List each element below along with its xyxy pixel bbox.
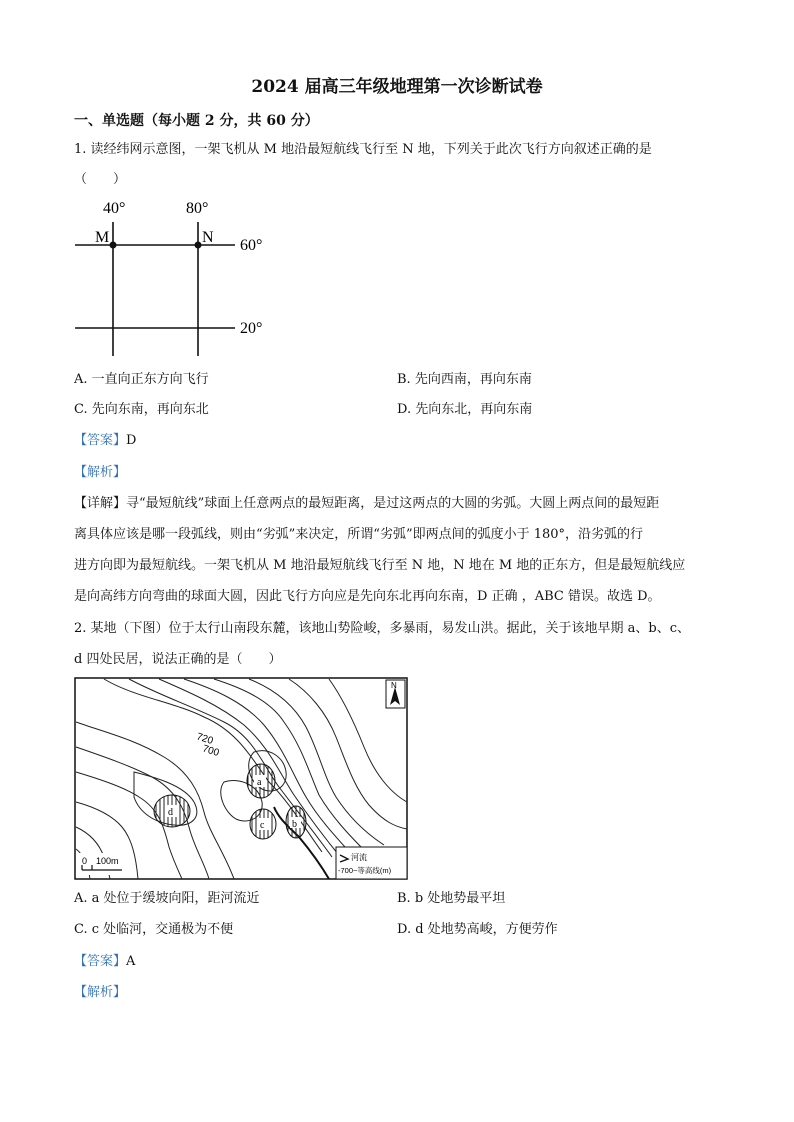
answer-value: A — [126, 954, 136, 969]
detail-label: 【详解】 — [74, 496, 127, 511]
q2-option-b: B. b 处地势最平坦 — [397, 891, 506, 906]
point-n-dot — [195, 242, 202, 249]
q2-stem-line-1: 2. 某地（下图）位于太行山南段东麓，该地山势险峻，多暴雨，易发山洪。据此，关于该地早期 a、b、c、 — [74, 621, 691, 636]
contour-label-720: 720 — [195, 731, 215, 748]
q1-paren: （ ） — [74, 172, 127, 187]
scale-zero-label: 0 — [82, 856, 88, 866]
q1-detail-line-4: 是向高纬方向弯曲的球面大圆，因此飞行方向应是先向东北再向东南，D 正确 ，ABC 错误。故选 D。 — [74, 589, 661, 604]
q2-answer — [74, 954, 135, 970]
site-a-label: a — [257, 777, 262, 788]
q1-detail-line-1 — [74, 496, 659, 512]
q1-option-d: D. 先向东北，再向东南 — [397, 402, 533, 417]
q1-detail-line-3: 进方向即为最短航线。一架飞机从 M 地沿最短航线飞行至 N 地，N 地在 M 地的正东方，但是最短航线应 — [74, 558, 686, 573]
contour-map-svg — [74, 677, 408, 880]
q2-analysis-label: 【解析】 — [74, 985, 127, 1000]
q2-contour-map — [74, 677, 408, 880]
site-d-label: d — [168, 807, 173, 818]
lon-label-left: 40° — [103, 200, 126, 217]
q2-option-d: D. d 处地势高峻，方便劳作 — [397, 922, 558, 937]
q1-option-c: C. 先向东南，再向东北 — [74, 402, 209, 417]
q1-stem: 1. 读经纬网示意图，一架飞机从 M 地沿最短航线飞行至 N 地，下列关于此次飞行方向叙述正确的是 — [74, 142, 652, 157]
q1-option-a: A. 一直向正东方向飞行 — [74, 372, 209, 387]
scale-distance-label: 100m — [96, 856, 119, 866]
north-label: N — [391, 681, 397, 690]
contour-label-700: 700 — [201, 743, 221, 760]
point-m-dot — [110, 242, 117, 249]
q2-option-a: A. a 处位于缓坡向阳，距河流近 — [74, 891, 260, 906]
answer-value: D — [126, 433, 137, 448]
q2-stem-line-2: d 四处民居，说法正确的是（ ） — [74, 652, 282, 667]
q1-detail-line-2: 离具体应该是哪一段弧线，则由“劣弧”来决定，所谓“劣弧”即两点间的弧度小于 180°，沿劣弧的行 — [74, 527, 644, 542]
lat-label-top: 60° — [240, 237, 263, 254]
q2-option-c: C. c 处临河，交通极为不便 — [74, 922, 234, 937]
lon-label-right: 80° — [186, 200, 209, 217]
site-b-label: b — [292, 819, 297, 830]
answer-label: 【答案】 — [74, 954, 127, 969]
section-heading: 一、单选题（每小题 2 分，共 60 分） — [74, 113, 319, 129]
detail-text-1: 寻“最短航线”球面上任意两点的最短距离，是过这两点的大圆的劣弧。大圆上两点间的最短距 — [126, 496, 660, 511]
legend-contour-label: -700~等高线(m) — [338, 866, 392, 875]
point-m-label: M — [95, 229, 110, 246]
q1-option-b: B. 先向西南，再向东南 — [397, 372, 532, 387]
document-title: 2024 届高三年级地理第一次诊断试卷 — [251, 77, 543, 97]
site-c-label: c — [260, 820, 265, 831]
answer-label: 【答案】 — [74, 433, 127, 448]
q1-answer — [74, 433, 136, 449]
lat-label-bottom: 20° — [240, 320, 263, 337]
q1-analysis-label: 【解析】 — [74, 465, 127, 480]
legend-river-label: 河流 — [351, 853, 367, 862]
point-n-label: N — [202, 229, 214, 246]
q1-graticule-figure — [70, 196, 280, 361]
